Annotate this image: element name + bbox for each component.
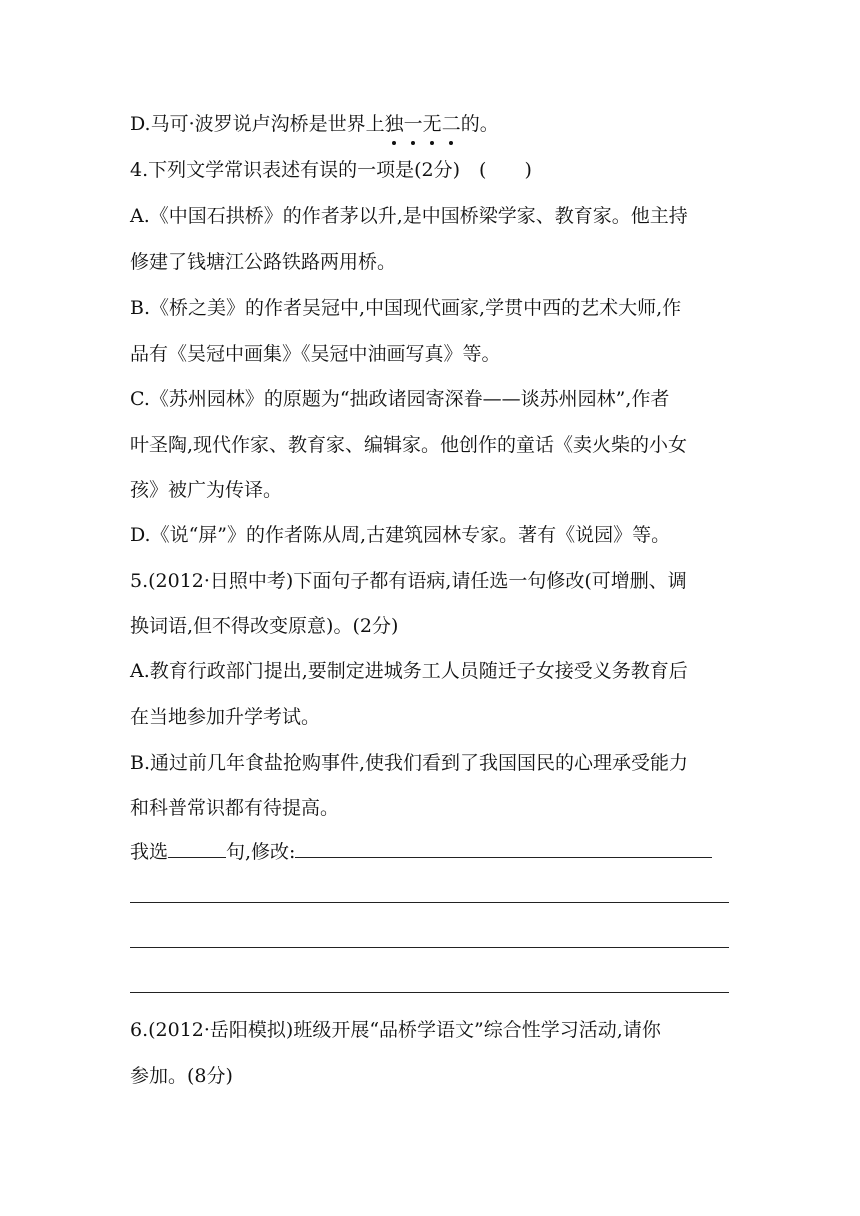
q5-option-b-line-1: B.通过前几年食盐抢购事件,使我们看到了我国国民的心理承受能力 (130, 752, 689, 774)
q6-stem-line-1: 6.(2012·岳阳模拟)班级开展“品桥学语文”综合性学习活动,请你 (130, 1019, 661, 1041)
q4-option-a-line-2: 修建了钱塘江公路铁路两用桥。 (130, 251, 397, 273)
sentence-choice-blank[interactable] (168, 839, 226, 858)
q5-option-a-line-1: A.教育行政部门提出,要制定进城务工人员随迁子女接受义务教育后 (130, 660, 688, 682)
q3-option-d-text: D.马可·波罗说卢沟桥是世界上 (130, 113, 385, 135)
answer-line-2[interactable] (130, 947, 729, 948)
q6-stem-line-2: 参加。(8分) (130, 1065, 233, 1087)
q4-option-c-line-1: C.《苏州园林》的原题为“拙政诸园寄深眷——谈苏州园林”,作者 (130, 388, 670, 410)
q5-stem-line-2: 换词语,但不得改变原意)。(2分) (130, 615, 399, 637)
q4-stem: 4.下列文学常识表述有误的一项是(2分) ( ) (130, 159, 532, 181)
revision-blank[interactable] (295, 839, 712, 858)
q5-answer-middle: 句,修改: (226, 841, 296, 863)
q4-option-c-line-3: 孩》被广为传译。 (130, 479, 283, 501)
q5-stem-line-1: 5.(2012·日照中考)下面句子都有语病,请任选一句修改(可增删、调 (130, 570, 687, 592)
q4-option-b-line-1: B.《桥之美》的作者吴冠中,中国现代画家,学贯中西的艺术大师,作 (130, 297, 682, 319)
emphasis-char: 独 (384, 113, 404, 135)
emphasis-char: 无 (422, 113, 442, 135)
q4-option-b-line-2: 品有《吴冠中画集》《吴冠中油画写真》等。 (130, 343, 501, 365)
emphasis-char: 一 (403, 113, 423, 135)
q4-option-a-line-1: A.《中国石拱桥》的作者茅以升,是中国桥梁学家、教育家。他主持 (130, 205, 688, 227)
q5-option-b-line-2: 和科普常识都有待提高。 (130, 797, 340, 819)
q4-option-d-line-1: D.《说“屏”》的作者陈从周,古建筑园林专家。著有《说园》等。 (130, 524, 671, 546)
q3-option-d (130, 112, 499, 136)
q5-answer-prefix: 我选 (130, 841, 169, 863)
answer-line-1[interactable] (130, 902, 729, 903)
answer-line-3[interactable] (130, 992, 729, 993)
emphasis-char: 二 (441, 113, 461, 135)
q4-option-c-line-2: 叶圣陶,现代作家、教育家、编辑家。他创作的童话《卖火柴的小女 (130, 434, 688, 456)
q5-option-a-line-2: 在当地参加升学考试。 (130, 706, 321, 728)
q3-option-d-end: 的。 (460, 113, 499, 135)
q5-answer-row (130, 839, 712, 864)
